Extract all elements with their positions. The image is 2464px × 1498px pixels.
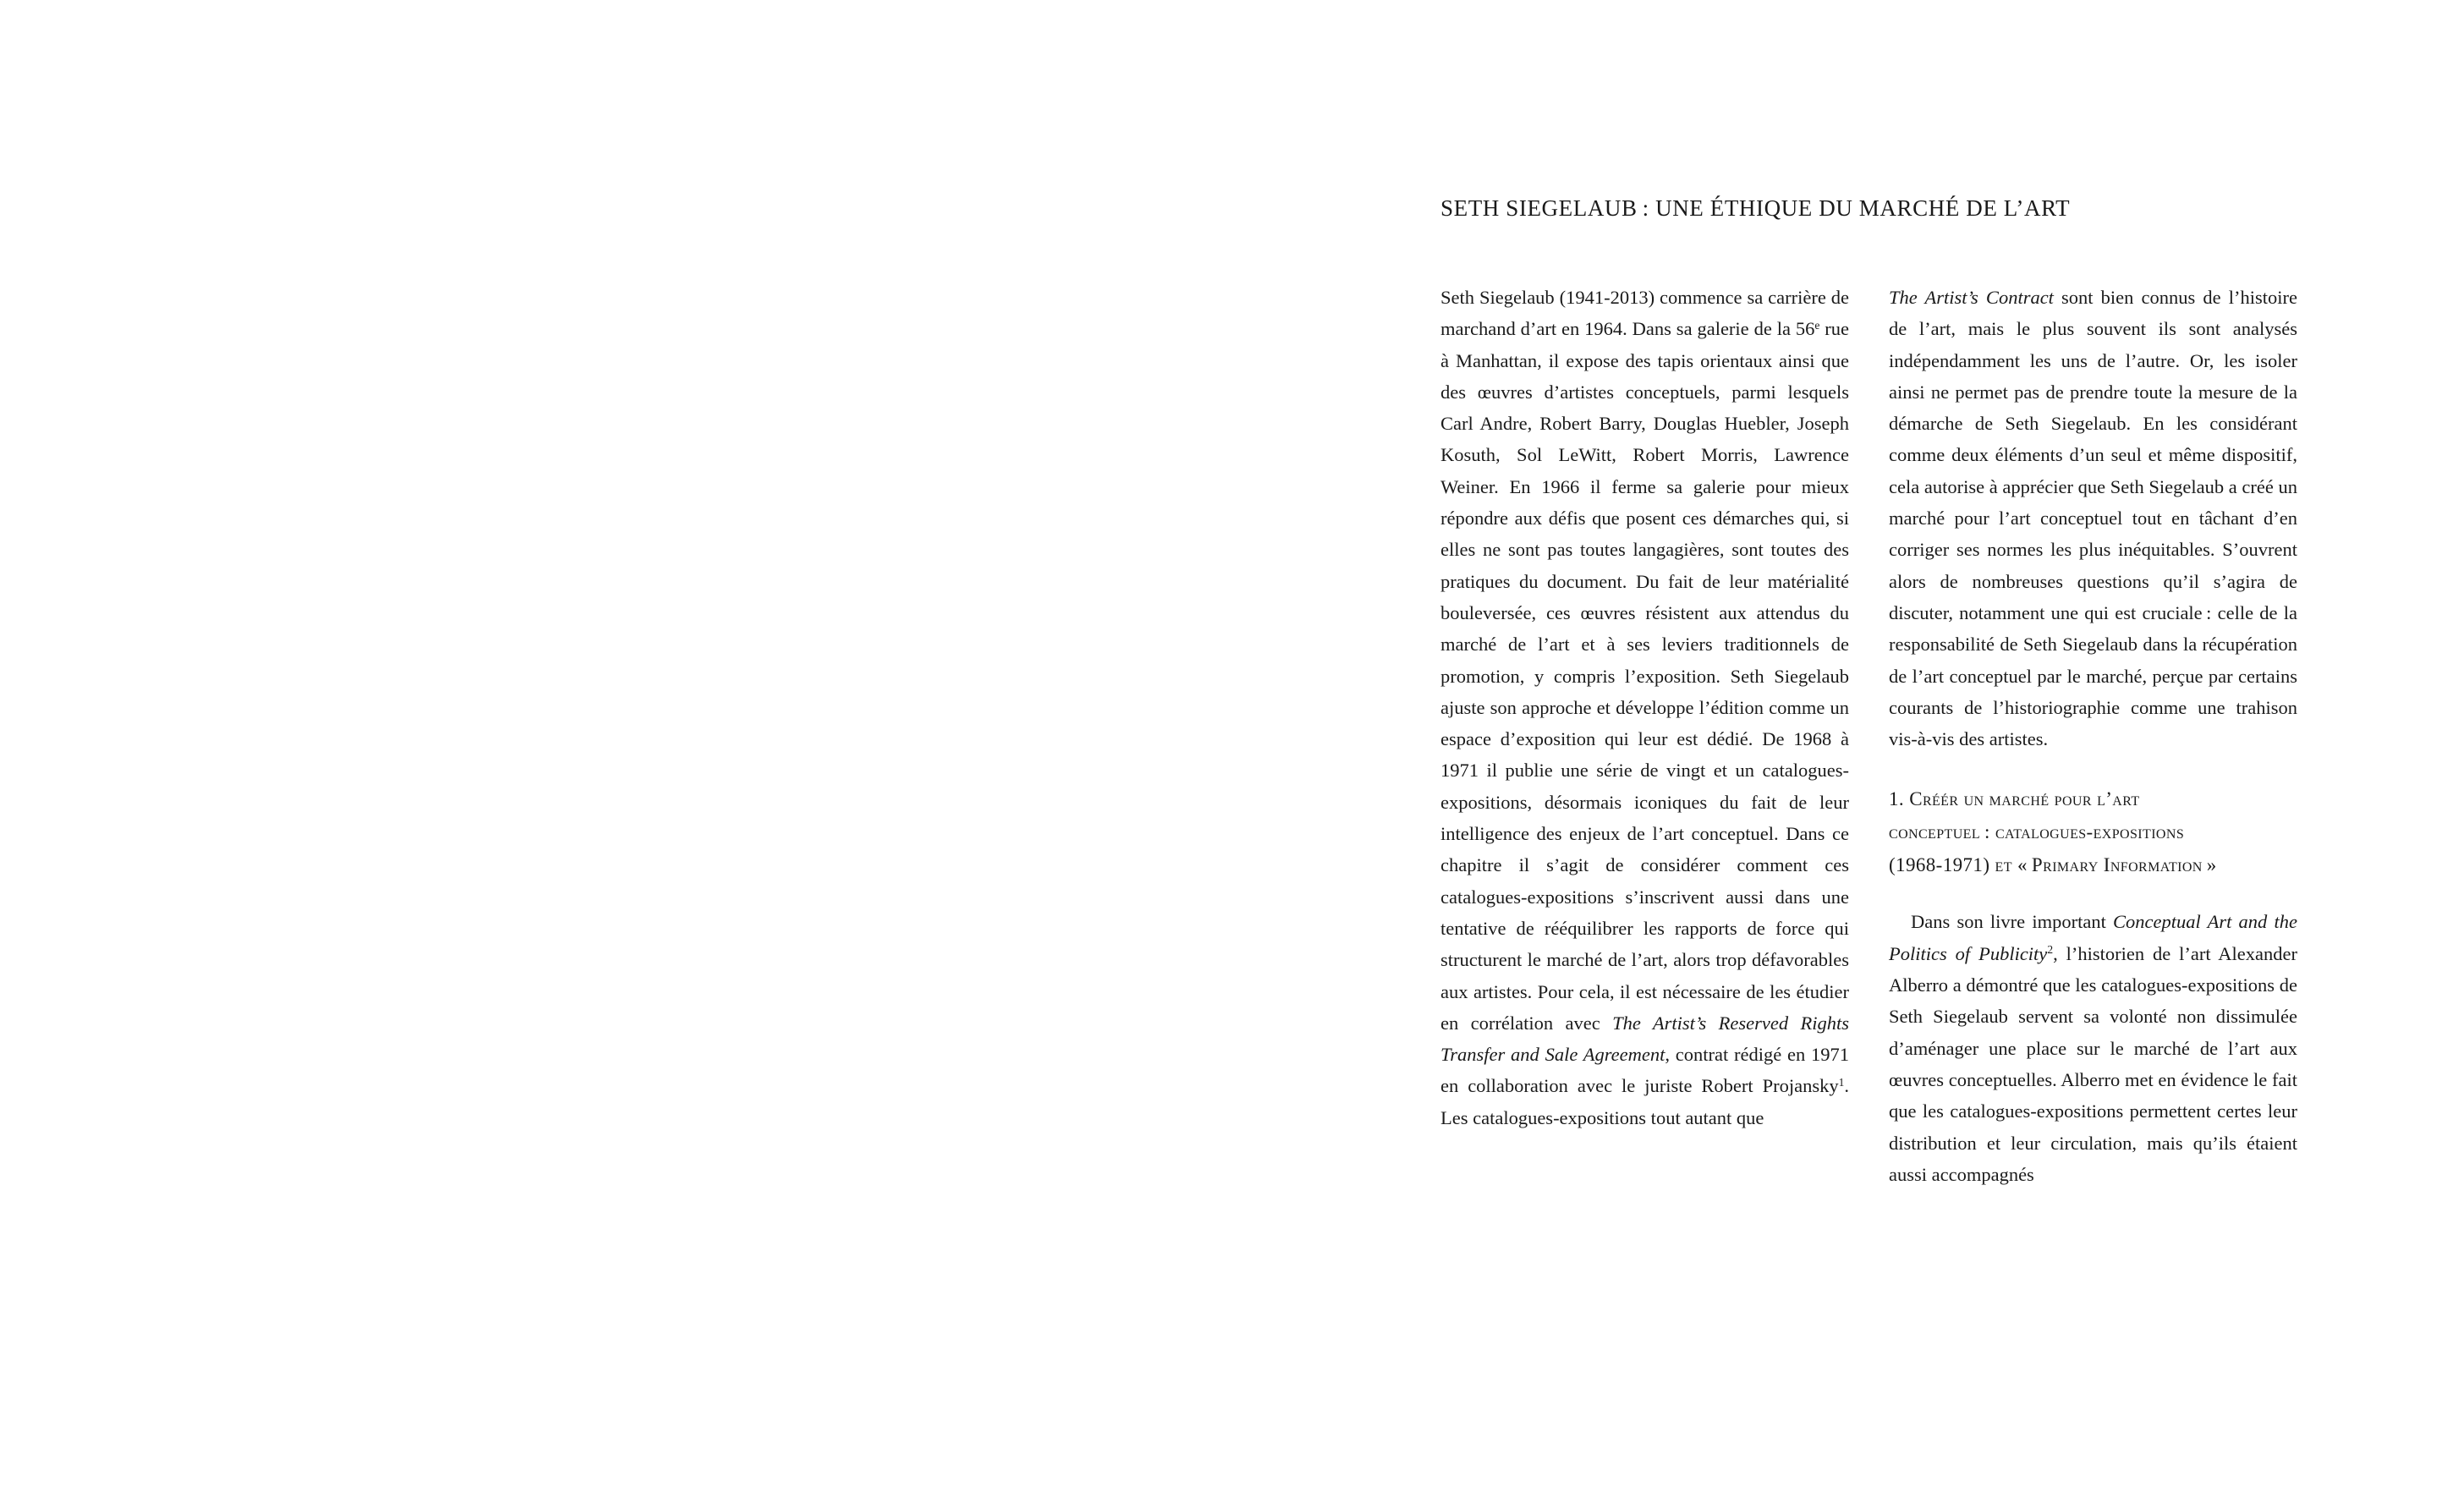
left-column-paragraph: Seth Siegelaub (1941-2013) commence sa carrière de marchand d’art en 1964. Dans sa galerie de la 56e rue à Manhattan, il expose des tapis orientaux ainsi que des œuvres d’artistes conceptuels, parmi lesquels Carl Andre, Robert Barry, Douglas Huebler, Joseph Kosuth, Sol LeWitt, Robert Morris, Lawrence Weiner. En 1966 il ferme sa galerie pour mieux répondre aux défis que posent ces démarches qui, si elles ne sont pas toutes langagières, sont toutes des pratiques du document. Du fait de leur matérialité bouleversée, ces œuvres résistent aux attendus du marché de l’art et à ses leviers traditionnels de promotion, y compris l’exposition. Seth Siegelaub ajuste son approche et développe l’édition comme un espace d’exposition qui leur est dédié. De 1968 à 1971 il publie une série de vingt et un catalogues-expositions, désormais iconiques du fait de leur intelligence des enjeux de l’art conceptuel. Dans ce chapitre il s’agit de considérer comment ces catalogues-expositions s’inscrivent aussi dans une tentative de rééquilibrer les rapports de force qui structurent le marché de l’art, alors trop défavorables aux artistes. Pour cela, il est nécessaire de les étudier en corrélation avec The Artist’s Reserved Rights Transfer and Sale Agreement, contrat rédigé en 1971 en collaboration avec le juriste Robert Projansky$^1$. Les catalogues-expositions tout autant que: [1441, 287, 1849, 1128]
text-columns: [1441, 282, 2298, 1190]
left-column: [1441, 282, 1849, 1190]
section-heading: [1889, 782, 2297, 881]
section-heading-line-2: conceptuel : catalogues-expositions: [1889, 821, 2185, 843]
section-heading-line-1: 1. Créér un marché pour l’art: [1889, 788, 2140, 810]
section-heading-line-3: (1968-1971) et « Primary Information »: [1889, 854, 2217, 876]
right-column: [1889, 282, 2297, 1190]
right-column-paragraph-1: The Artist’s Contract sont bien connus de l’histoire de l’art, mais le plus souvent ils sont analysés indépendamment les uns de l’autre. Or, les isoler ainsi ne permet pas de prendre toute la mesure de la démarche de Seth Siegelaub. En les considérant comme deux éléments d’un seul et même dispositif, cela autorise à apprécier que Seth Siegelaub a créé un marché pour l’art conceptuel tout en tâchant d’en corriger ses normes les plus inéquitables. S’ouvrent alors de nombreuses questions qu’il s’agira de discuter, notamment une qui est cruciale : celle de la responsabilité de Seth Siegelaub dans la récupération de l’art conceptuel par le marché, perçue par certains courants de l’historiographie comme une trahison vis-à-vis des artistes.: [1889, 287, 2297, 750]
page-title: SETH SIEGELAUB : UNE ÉTHIQUE DU MARCHÉ DE L’ART: [1441, 195, 2071, 221]
right-column-paragraph-2: Dans son livre important Conceptual Art and the Politics of Publicity$^2$, l’historien de l’art Alexander Alberro a démontré que les catalogues-expositions de Seth Siegelaub servent sa volonté non dissimulée d’aménager une place sur le marché de l’art aux œuvres conceptuelles. Alberro met en évidence le fait que les catalogues-expositions permettent certes leur distribution et leur circulation, mais qu’ils étaient aussi accompagnés: [1889, 911, 2298, 1185]
